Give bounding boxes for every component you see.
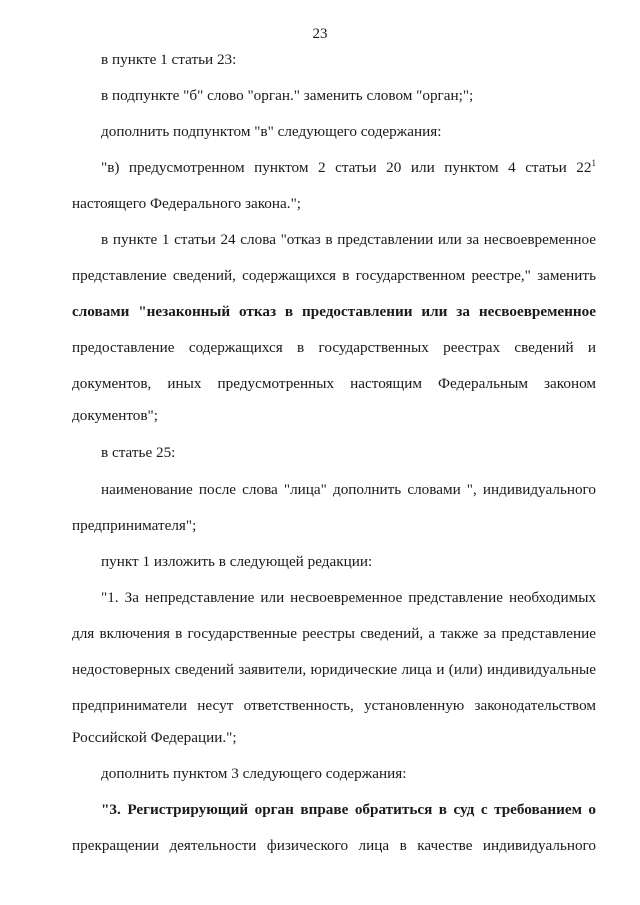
text-line: предоставление содержащихся в государственных реестрах сведений и [72, 339, 596, 356]
text-line: наименование после слова "лица" дополнить словами ", индивидуального [101, 481, 596, 498]
text-line: "3. Регистрирующий орган вправе обратиться в суд с требованием о [101, 801, 596, 818]
text-line: предприниматели несут ответственность, установленную законодательством [72, 697, 596, 714]
text-line: Российской Федерации."; [72, 729, 237, 746]
text-line: предпринимателя"; [72, 517, 197, 534]
text-line: дополнить пунктом 3 следующего содержания: [101, 765, 407, 782]
text-line: в статье 25: [101, 444, 176, 461]
page-number: 23 [312, 26, 328, 42]
text-line: прекращении деятельности физического лица в качестве индивидуального [72, 837, 596, 854]
text-line: для включения в государственные реестры сведений, а также за представление [72, 625, 596, 642]
text-line: в пункте 1 статьи 23: [101, 51, 237, 68]
text-line-part: "в) предусмотренном пунктом 2 статьи 20 или пунктом 4 статьи 22 [101, 159, 592, 176]
text-line: недостоверных сведений заявители, юридические лица и (или) индивидуальные [72, 661, 596, 678]
text-line: представление сведений, содержащихся в государственном реестре," заменить [72, 267, 596, 284]
text-line: "1. За непредставление или несвоевременное представление необходимых [101, 589, 596, 606]
text-line: настоящего Федерального закона."; [72, 195, 301, 212]
text-line: в подпункте "б" слово "орган." заменить словом "орган;"; [101, 87, 474, 104]
text-line: словами "незаконный отказ в предоставлении или за несвоевременное [72, 303, 596, 320]
superscript: 1 [591, 158, 596, 168]
text-line: документов, иных предусмотренных настоящим Федеральным законом [72, 375, 596, 392]
text-line: дополнить подпунктом "в" следующего содержания: [101, 123, 442, 140]
text-line [101, 158, 596, 178]
text-line: в пункте 1 статьи 24 слова "отказ в представлении или за несвоевременное [101, 231, 596, 248]
text-line: документов"; [72, 407, 158, 424]
text-line: пункт 1 изложить в следующей редакции: [101, 553, 373, 570]
